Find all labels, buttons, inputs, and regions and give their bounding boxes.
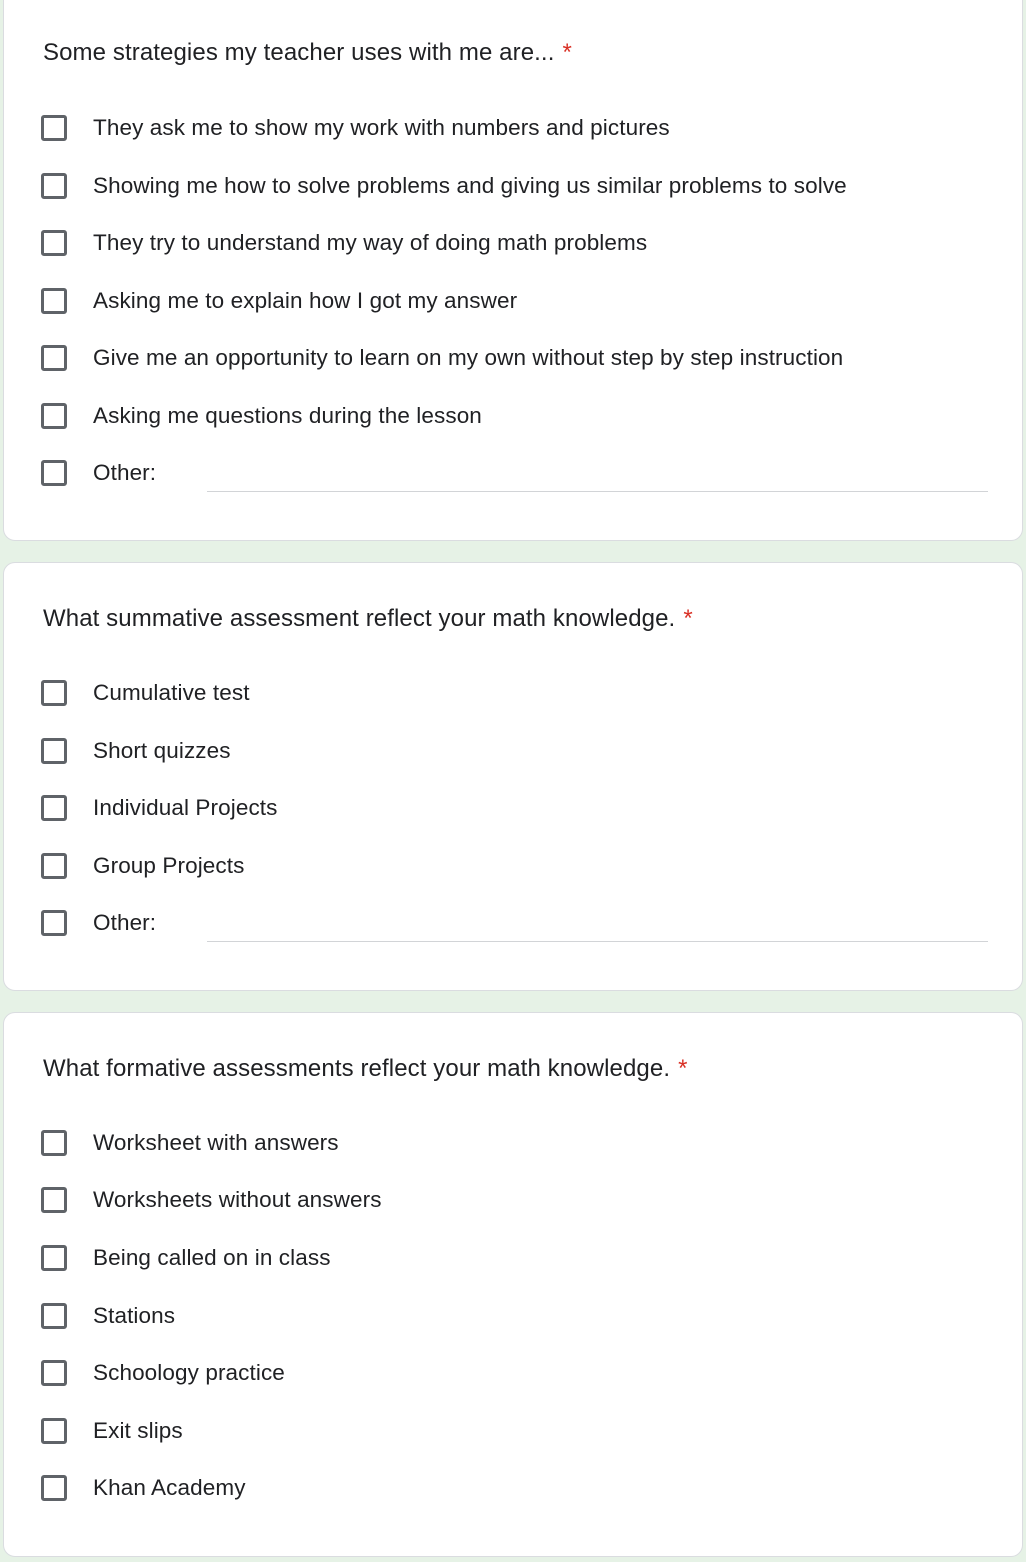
checkbox-option[interactable] bbox=[41, 1471, 246, 1505]
checkbox-option[interactable] bbox=[41, 284, 517, 318]
checkbox-option[interactable] bbox=[41, 1241, 331, 1275]
checkbox[interactable] bbox=[41, 288, 67, 314]
checkbox-option[interactable] bbox=[41, 169, 847, 203]
checkbox-option[interactable] bbox=[41, 734, 231, 768]
checkbox-option[interactable] bbox=[41, 1414, 183, 1448]
checkbox[interactable] bbox=[41, 1130, 67, 1156]
checkbox[interactable] bbox=[41, 1418, 67, 1444]
option-label: Asking me questions during the lesson bbox=[93, 403, 482, 428]
option-label: Short quizzes bbox=[93, 738, 231, 763]
checkbox[interactable] bbox=[41, 1360, 67, 1386]
option-label: Other: bbox=[93, 910, 157, 935]
other-text-input[interactable] bbox=[207, 911, 988, 942]
checkbox[interactable] bbox=[41, 173, 67, 199]
question-title: What summative assessment reflect your math knowledge. * bbox=[43, 605, 693, 632]
option-label: Showing me how to solve problems and giving us similar problems to solve bbox=[93, 173, 847, 198]
checkbox-option[interactable] bbox=[41, 341, 843, 375]
checkbox-option[interactable] bbox=[41, 1356, 285, 1390]
required-asterisk: * bbox=[678, 1055, 688, 1082]
other-text-input[interactable] bbox=[207, 461, 988, 492]
checkbox-option[interactable] bbox=[41, 111, 670, 145]
option-label: They ask me to show my work with numbers and pictures bbox=[93, 115, 670, 140]
option-label: Other: bbox=[93, 460, 157, 485]
checkbox[interactable] bbox=[41, 230, 67, 256]
checkbox-option[interactable] bbox=[41, 1183, 382, 1217]
checkbox[interactable] bbox=[41, 910, 67, 936]
checkbox[interactable] bbox=[41, 115, 67, 141]
option-label: Stations bbox=[93, 1303, 176, 1328]
option-label: Individual Projects bbox=[93, 795, 278, 820]
checkbox[interactable] bbox=[41, 853, 67, 879]
checkbox-option[interactable] bbox=[41, 849, 244, 883]
checkbox[interactable] bbox=[41, 1187, 67, 1213]
checkbox[interactable] bbox=[41, 403, 67, 429]
checkbox[interactable] bbox=[41, 738, 67, 764]
question-title: Some strategies my teacher uses with me are... * bbox=[43, 39, 572, 66]
option-label: Khan Academy bbox=[93, 1475, 246, 1500]
option-label: Group Projects bbox=[93, 853, 245, 878]
checkbox-option[interactable] bbox=[41, 226, 647, 260]
checkbox[interactable] bbox=[41, 1303, 67, 1329]
checkbox-option[interactable] bbox=[41, 791, 278, 825]
question-title: What formative assessments reflect your math knowledge. * bbox=[43, 1055, 688, 1082]
question-card-strategies bbox=[3, 0, 1023, 541]
required-asterisk: * bbox=[562, 39, 572, 66]
checkbox-option[interactable] bbox=[41, 1126, 339, 1160]
checkbox-option[interactable] bbox=[41, 399, 482, 433]
option-label: Worksheet with answers bbox=[93, 1130, 339, 1155]
checkbox-option-other[interactable] bbox=[41, 906, 156, 940]
option-label: Give me an opportunity to learn on my own without step by step instruction bbox=[93, 345, 844, 370]
checkbox[interactable] bbox=[41, 460, 67, 486]
option-label: Schoology practice bbox=[93, 1360, 285, 1385]
option-label: Being called on in class bbox=[93, 1245, 331, 1270]
question-card-formative bbox=[3, 1012, 1023, 1557]
checkbox[interactable] bbox=[41, 1245, 67, 1271]
option-label: Cumulative test bbox=[93, 680, 250, 705]
checkbox[interactable] bbox=[41, 795, 67, 821]
checkbox[interactable] bbox=[41, 1475, 67, 1501]
option-label: Exit slips bbox=[93, 1418, 183, 1443]
question-card-summative bbox=[3, 562, 1023, 991]
checkbox-option-other[interactable] bbox=[41, 456, 156, 490]
option-label: Asking me to explain how I got my answer bbox=[93, 288, 518, 313]
option-label: They try to understand my way of doing math problems bbox=[93, 230, 648, 255]
option-label: Worksheets without answers bbox=[93, 1187, 382, 1212]
checkbox[interactable] bbox=[41, 345, 67, 371]
checkbox-option[interactable] bbox=[41, 676, 250, 710]
checkbox-option[interactable] bbox=[41, 1299, 175, 1333]
required-asterisk: * bbox=[683, 605, 693, 632]
checkbox[interactable] bbox=[41, 680, 67, 706]
